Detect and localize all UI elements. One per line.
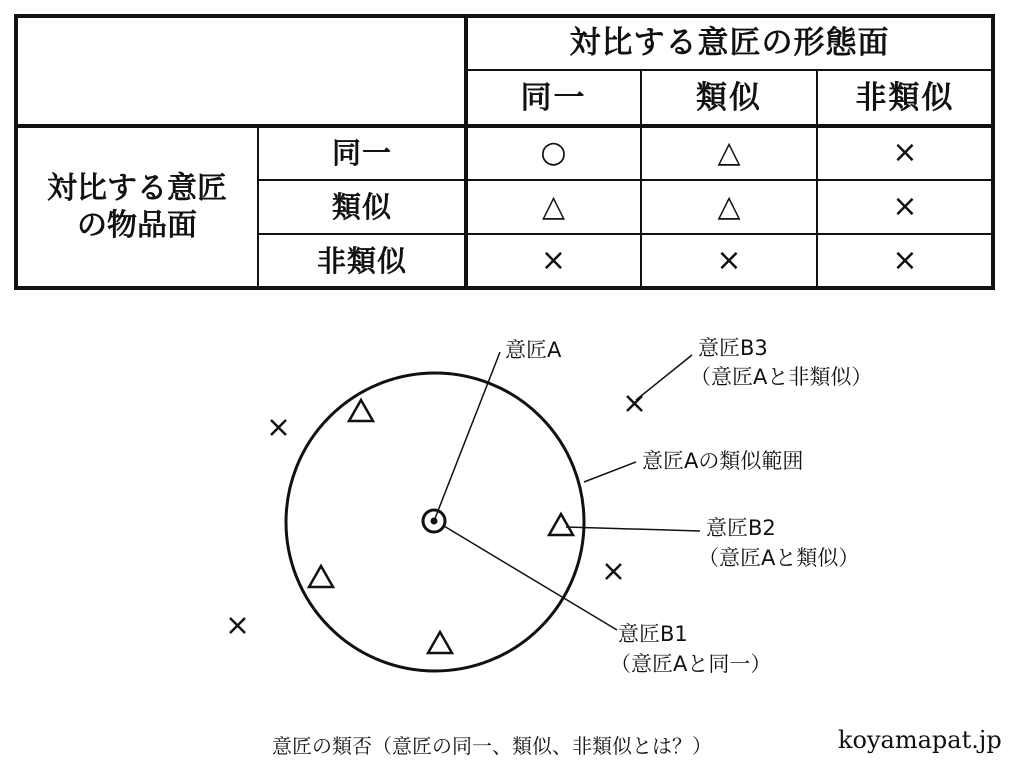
row-header-identical: 同一 — [331, 135, 392, 170]
leader-line-design-b1 — [444, 526, 617, 630]
row-group-header-line1: 対比する意匠 — [47, 170, 227, 206]
leader-line-design-b3 — [636, 355, 692, 400]
design-a-label: 意匠A — [505, 338, 562, 362]
table-cell: △ — [541, 189, 566, 225]
design-b1-label: 意匠B1 — [618, 622, 688, 646]
table-cell: △ — [717, 189, 741, 225]
row-group-header-line2: の物品面 — [77, 208, 197, 243]
design-b1-note: （意匠Aと同一） — [610, 652, 772, 676]
column-header-similar: 類似 — [696, 79, 762, 116]
design-b2-note: （意匠Aと類似） — [698, 546, 860, 570]
design-b3-label: 意匠B3 — [698, 336, 768, 360]
similarity-range-label: 意匠Aの類似範囲 — [642, 449, 804, 473]
figure-caption: 意匠の類否（意匠の同一、類似、非類似とは？） — [272, 734, 712, 758]
column-header-dissimilar: 非類似 — [855, 79, 955, 116]
table-cell: × — [892, 243, 918, 279]
column-group-header: 対比する意匠の形態面 — [569, 24, 890, 61]
table-cell: × — [540, 243, 567, 279]
column-header-identical: 同一 — [520, 79, 587, 116]
row-header-dissimilar: 非類似 — [316, 243, 407, 278]
table-cell: × — [892, 135, 918, 171]
leader-line-design-b2 — [566, 527, 700, 531]
similar-triangle-marker — [349, 400, 373, 421]
design-b2-triangle-marker — [549, 514, 573, 535]
similar-triangle-marker — [428, 632, 452, 653]
design-b3-note: （意匠Aと非類似） — [690, 365, 873, 389]
dissimilar-cross-marker — [271, 420, 286, 435]
table-cell: × — [892, 189, 918, 225]
leader-line-range — [584, 462, 636, 482]
table-cell: △ — [717, 135, 741, 171]
dissimilar-cross-marker — [606, 564, 621, 579]
table-cell: × — [716, 243, 742, 279]
row-header-similar: 類似 — [331, 189, 392, 224]
table-cell: ○ — [540, 135, 567, 171]
design-b2-label: 意匠B2 — [706, 516, 776, 540]
dissimilar-cross-marker — [230, 618, 245, 633]
site-name: koyamapat.jp — [838, 726, 1002, 754]
similar-triangle-marker — [309, 566, 333, 587]
design-b3-cross-marker — [627, 396, 642, 411]
